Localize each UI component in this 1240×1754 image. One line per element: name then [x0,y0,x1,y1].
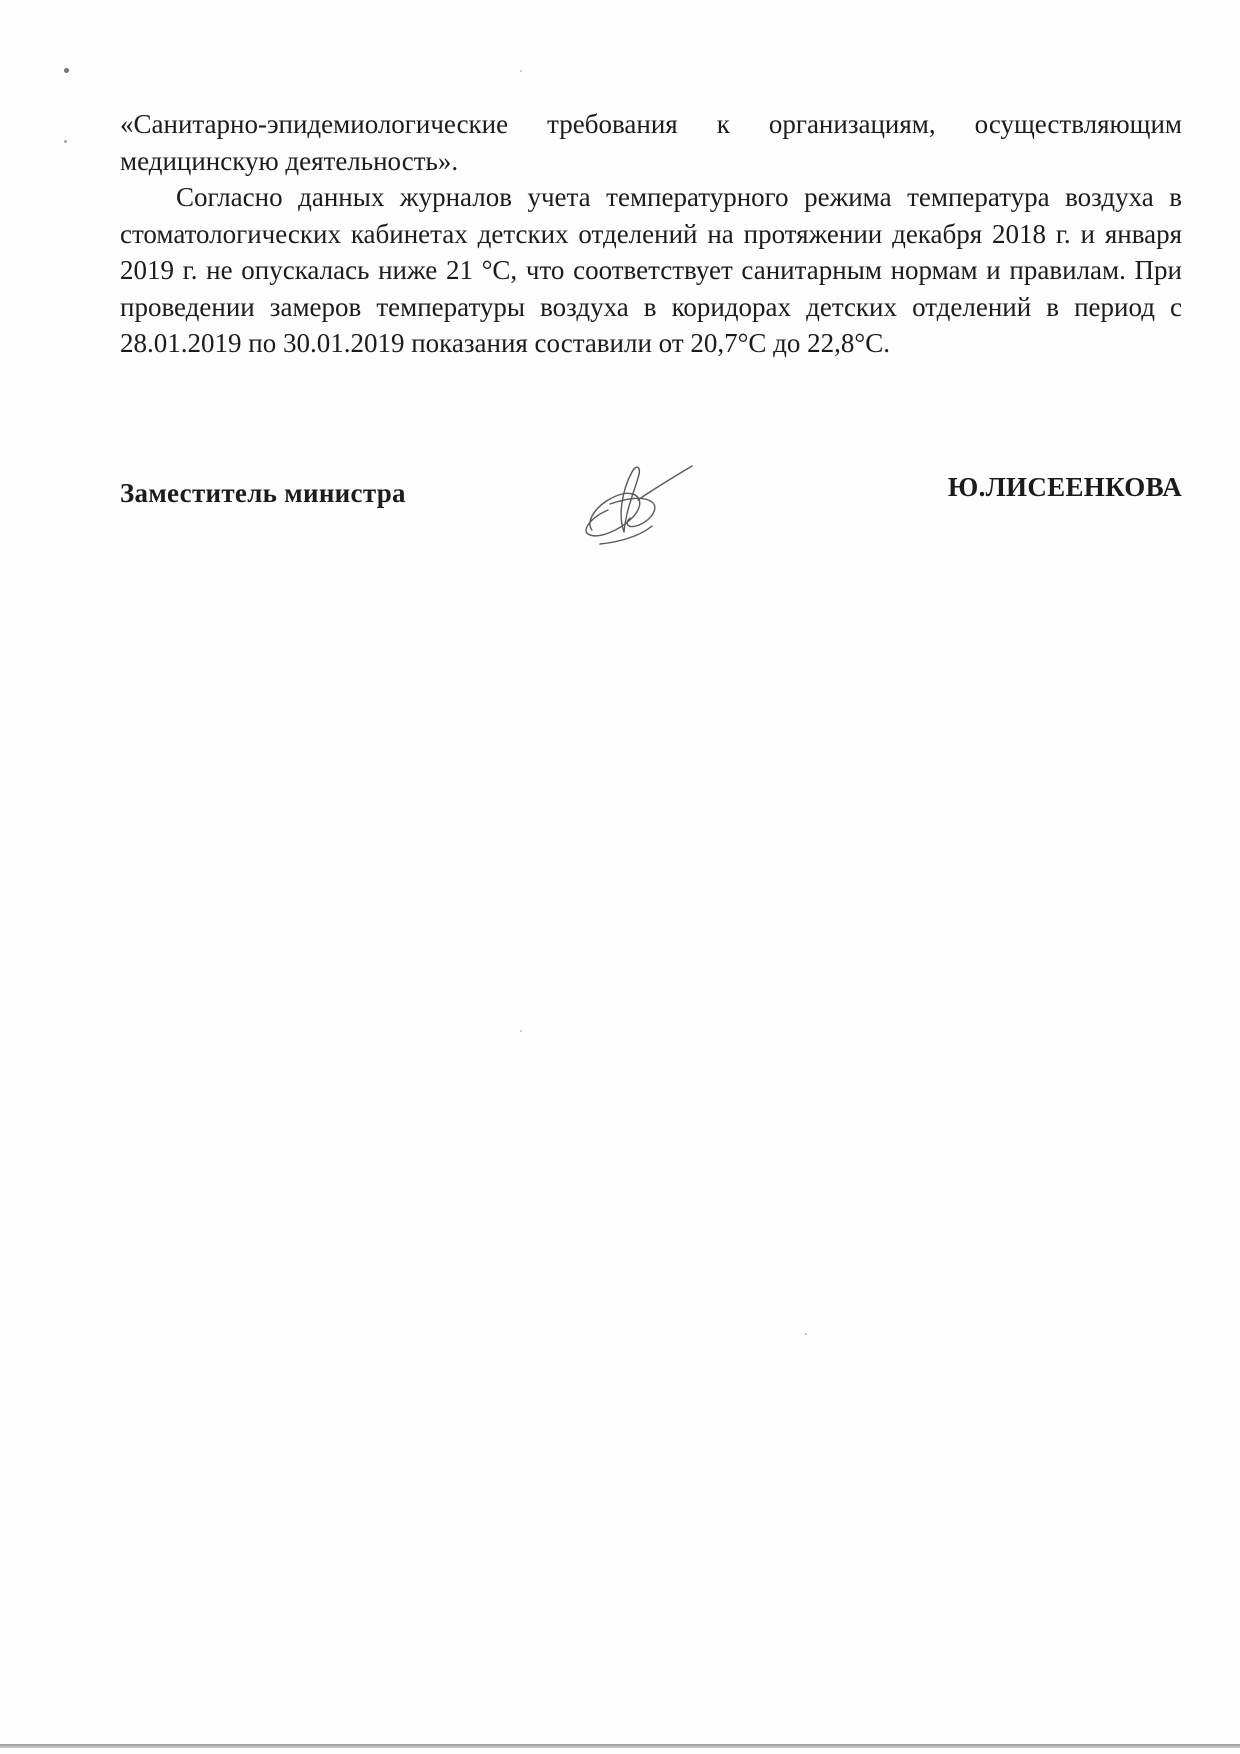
scan-speck [520,70,522,72]
signatory-name: Ю.ЛИСЕЕНКОВА [947,472,1182,502]
handwritten-signature-icon [580,460,700,550]
scan-bottom-edge [0,1744,1240,1748]
scan-speck [520,1030,522,1032]
scan-speck [64,68,69,73]
paragraph-temperature-report: Согласно данных журналов учета температурного режима температура воздуха в стоматологических кабинетах детских отделений на протяжении декабря 2018 г. и января 2019 г. не опускалась ниже 21 °С, что соответствует санитарным нормам и правилам. При проведении замеров температуры воздуха в коридорах детских отделений в период с 28.01.2019 по 30.01.2019 показания составили от 20,7°С до 22,8°С. [120,182,1182,358]
scan-speck [64,140,67,143]
paragraph-requirements-title: «Санитарно-эпидемиологические требования к организациям, осуществляющим медицинскую деятельность». [120,109,1182,176]
scan-speck [805,1333,807,1335]
signatory-position: Заместитель министра [120,478,406,508]
document-body [120,106,1182,362]
